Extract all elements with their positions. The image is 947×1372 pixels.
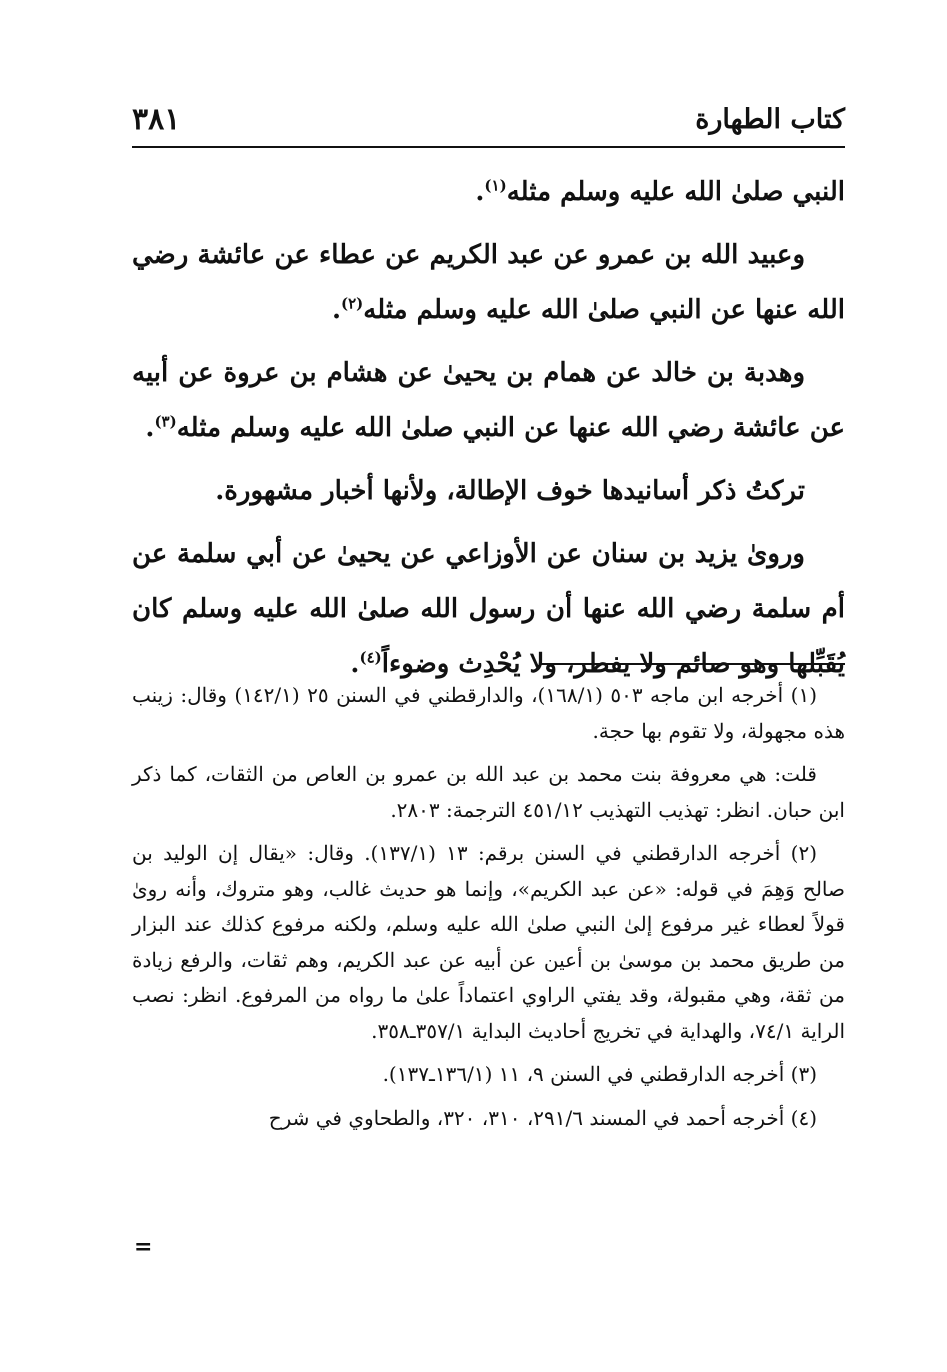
- paragraph-end: .: [331, 295, 341, 325]
- footnote-ref: (٤): [359, 648, 382, 667]
- paragraph-end: .: [145, 413, 155, 443]
- book-title: كتاب الطهارة: [695, 104, 845, 135]
- footnote-ref: (٢): [341, 294, 364, 313]
- footnote-ref: (١): [484, 176, 507, 195]
- main-paragraph: [132, 228, 845, 338]
- page-header: [132, 100, 845, 148]
- paragraph-text: ورویٰ يزيد بن سنان عن الأوزاعي عن يحيىٰ عن أبي سلمة عن أم سلمة رضي الله عنها أن رسول الله صلىٰ الله عليه وسلم كان يُقَبِّلها وهو صائم ولا يفطر، ولا يُحْدِث وضوءاً: [132, 539, 845, 679]
- main-paragraph: [132, 346, 845, 456]
- footnote: قلت: هي معروفة بنت محمد بن عبد الله بن عمرو بن العاص من الثقات، كما ذكر ابن حبان. انظر: تهذيب التهذيب ٤٥١/١٢ الترجمة: ٢٨٠٣.: [132, 762, 845, 822]
- footnote: (١) أخرجه ابن ماجه ٥٠٣ (١٦٨/١)، والدارقطني في السنن ٢٥ (١٤٢/١) وقال: زينب هذه مجهولة، ولا تقوم بها حجة.: [132, 683, 845, 743]
- paragraph-text: النبي صلىٰ الله عليه وسلم مثله: [506, 177, 845, 207]
- continuation-mark: =: [134, 1234, 153, 1260]
- paragraph-text: تركتُ ذكر أسانيدها خوف الإطالة، ولأنها أخبار مشهورة.: [215, 476, 805, 506]
- footnote: (٣) أخرجه الدارقطني في السنن ٩، ١١ (١٣٦/١ـ١٣٧).: [382, 1062, 817, 1086]
- page-number: ٣٨١: [132, 102, 181, 137]
- main-paragraph: [132, 165, 845, 220]
- main-paragraph: [132, 527, 845, 692]
- main-paragraph: [132, 464, 845, 519]
- main-text: [132, 165, 845, 700]
- paragraph-end: .: [350, 649, 360, 679]
- footnote-ref: (٣): [154, 412, 177, 431]
- paragraph-end: .: [475, 177, 485, 207]
- footnote: (٢) أخرجه الدارقطني في السنن برقم: ١٣ (١٣٧/١). وقال: «يقال إن الوليد بن صالح وَهِمَ في قوله: «عن عبد الكريم»، وإنما هو حديث غالب، وهو متروك، وأنه رویٰ قولاً لعطاء غير مرفوع إلىٰ النبي صلىٰ الله عليه وسلم، ولكنه مرفوع كذلك عند البزار من طريق محمد بن موسىٰ بن أعين عن أبيه عن عبد الكريم، وهم ثقات، والرفع زيادة من ثقة، وهي مقبولة، وقد يفتي الراوي اعتماداً علىٰ ما رواه من المرفوع. انظر: نصب الراية ٧٤/١، والهداية في تخريج أحاديث البداية ٣٥٧/١ـ٣٥٨.: [132, 841, 845, 1043]
- footnotes: [132, 678, 845, 1144]
- paragraph-text: وهدبة بن خالد عن همام بن يحيىٰ عن هشام بن عروة عن أبيه عن عائشة رضي الله عنها عن النبي صلىٰ الله عليه وسلم مثله: [132, 358, 845, 443]
- footnote-divider: [541, 663, 845, 665]
- paragraph-text: وعبيد الله بن عمرو عن عبد الكريم عن عطاء عن عائشة رضي الله عنها عن النبي صلىٰ الله عليه وسلم مثله: [132, 240, 845, 325]
- footnote: (٤) أخرجه أحمد في المسند ٢٩١/٦، ٣١٠، ٣٢٠، والطحاوي في شرح: [268, 1105, 817, 1130]
